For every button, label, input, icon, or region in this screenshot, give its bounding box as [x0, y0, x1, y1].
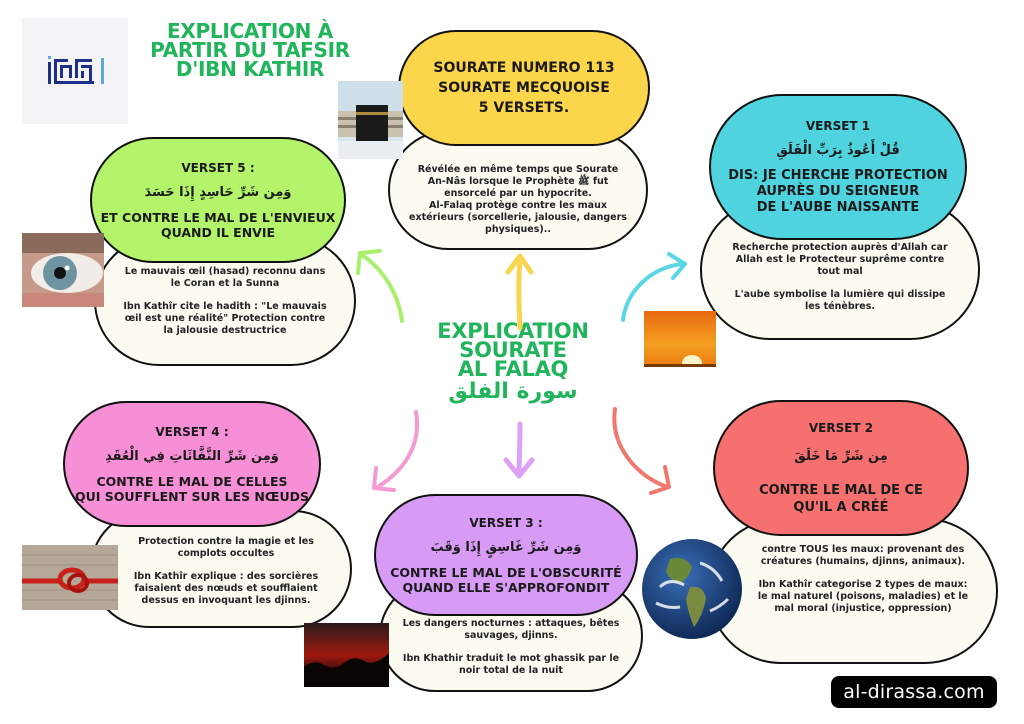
night-sky-photo: [304, 623, 389, 687]
verse-5-label: VERSET 5 :: [181, 160, 255, 175]
verse-1-title-bubble: [709, 94, 967, 240]
center-title-line: SOURATE: [459, 338, 567, 362]
intro-title-bubble: [398, 30, 650, 146]
header-title-line: D'IBN KATHIR: [175, 57, 325, 81]
verse-4-title-bubble: [63, 401, 321, 527]
verse-4-label: VERSET 4 :: [155, 424, 229, 439]
earth-photo: [640, 537, 744, 641]
verse-2-title-bubble: [713, 400, 969, 536]
verse-4-description: [116, 536, 326, 607]
translation-line: ET CONTRE LE MAL DE L'ENVIEUX: [100, 209, 336, 225]
description-text: Ibn Kathîr explique : des sorcières faisaient des nœuds et soufflaient dessus en invoquant les djinns.: [133, 571, 319, 606]
translation-line: DE L'AUBE NAISSANTE: [756, 199, 920, 215]
center-title-line: AL FALAQ: [457, 357, 569, 381]
verse-4-translation: [75, 474, 309, 504]
logo: [22, 18, 128, 124]
description-text: Ibn Khathir traduit le mot ghassik par le noir total de la nuit: [402, 653, 620, 676]
arrow-to-verse-5: [350, 245, 410, 325]
center-title-line: EXPLICATION: [437, 319, 589, 343]
description-text: L'aube symbolise la lumière qui dissipe les ténèbres.: [734, 289, 946, 312]
verse-3-arabic: وَمِن شَرِّ غَاسِقٍ إِذَا وَقَبَ: [430, 539, 582, 555]
intro-description: [408, 164, 628, 236]
arrow-to-verse-2: [605, 405, 680, 495]
description-text: Ibn Kathîr categorise 2 types de maux: le mal naturel (poisons, maladies) et le mal moral (injustice, oppression): [757, 579, 969, 614]
verse-5-translation: [101, 210, 336, 240]
arrow-to-verse-4: [366, 408, 426, 493]
description-text: Ibn Kathîr cite le hadith : "Le mauvais œil est une réalité" Protection contre la jalousie destructrice: [123, 301, 327, 336]
translation-line: QUAND ELLE S'APPROFONDIT: [402, 579, 610, 595]
verse-3-label: VERSET 3 :: [469, 515, 543, 530]
arrow-to-verse-3: [500, 420, 540, 480]
translation-line: QUAND IL ENVIE: [160, 224, 276, 240]
verse-2-label: VERSET 2: [808, 420, 874, 435]
description-text: Les dangers nocturnes : attaques, bêtes sauvages, djinns.: [402, 618, 620, 641]
description-text: Recherche protection auprès d'Allah car Allah est le Protecteur suprême contre tout mal: [732, 242, 948, 277]
verse-2-description-bubble: [708, 518, 998, 664]
translation-line: QUI SOUFFLENT SUR LES NŒUDS: [74, 488, 310, 504]
intro-title: [433, 58, 614, 118]
verse-5-arabic: وَمِن شَرِّ حَاسِدٍ إِذَا حَسَدَ: [144, 184, 292, 200]
description-text: Protection contre la magie et les complots occultes: [138, 536, 314, 559]
intro-description-bubble: [388, 130, 648, 250]
center-title: [418, 319, 608, 405]
header-title: [140, 19, 360, 81]
description-text: Révélée en même temps que Sourate An-Nâs lorsque le Prophète ﷺ fut ensorcelé par un hypocrite.: [417, 164, 619, 199]
translation-line: CONTRE LE MAL DE CELLES: [96, 473, 288, 489]
description-text: Al-Falaq protège contre les maux extérieurs (sorcellerie, jalousie, dangers physiques)..: [409, 200, 627, 235]
arrow-to-intro: [500, 250, 540, 330]
verse-3-title-bubble: [374, 494, 638, 616]
translation-line: AUPRÈS DU SEIGNEUR: [756, 183, 920, 199]
intro-title-line: SOURATE NUMERO 113: [433, 60, 615, 76]
logo-side-text: [101, 58, 104, 84]
verse-5-title-bubble: [90, 137, 346, 263]
verse-4-description-bubble: [90, 510, 352, 628]
translation-line: QU'IL A CRÉÉ: [793, 499, 889, 515]
verse-5-description: [120, 266, 330, 337]
header-title-line: EXPLICATION À: [167, 19, 333, 43]
verse-2-translation: [759, 482, 923, 516]
intro-title-line: 5 VERSETS.: [478, 100, 570, 116]
description-text: contre TOUS les maux: provenant des créatures (humains, djinns, animaux).: [760, 544, 966, 567]
verse-3-translation: [390, 565, 621, 595]
verse-1-arabic: قُلْ أَعُوذُ بِرَبِّ الْفَلَقِ: [776, 142, 900, 158]
knot-photo: [22, 545, 118, 610]
verse-1-translation: [728, 168, 948, 216]
verse-2-description: [756, 544, 971, 615]
header-title-line: PARTIR DU TAFSIR: [150, 38, 350, 62]
translation-line: CONTRE LE MAL DE CE: [759, 482, 923, 498]
verse-1-label: VERSET 1: [805, 118, 871, 133]
sunrise-photo: [644, 311, 716, 367]
description-text: Le mauvais œil (hasad) reconnu dans le Coran et la Sunna: [124, 266, 326, 289]
intro-title-line: SOURATE MECQUOISE: [438, 80, 610, 96]
al-dirassa-logo-icon: [48, 56, 98, 86]
verse-1-description: [730, 242, 950, 313]
brand-badge[interactable]: al-dirassa.com: [831, 676, 997, 708]
verse-4-arabic: وَمِن شَرِّ النَّفَّاثَاتِ فِي الْعُقَدِ: [105, 448, 279, 464]
translation-line: CONTRE LE MAL DE L'OBSCURITÉ: [390, 564, 622, 580]
eye-photo: [22, 233, 104, 307]
translation-line: DIS: JE CHERCHE PROTECTION: [728, 167, 948, 183]
kaaba-photo: [338, 81, 403, 159]
center-title-arabic: سورة الفلق: [448, 379, 578, 404]
verse-3-description: [401, 618, 621, 677]
verse-2-arabic: مِن شَرِّ مَا خَلَقَ: [794, 448, 888, 464]
